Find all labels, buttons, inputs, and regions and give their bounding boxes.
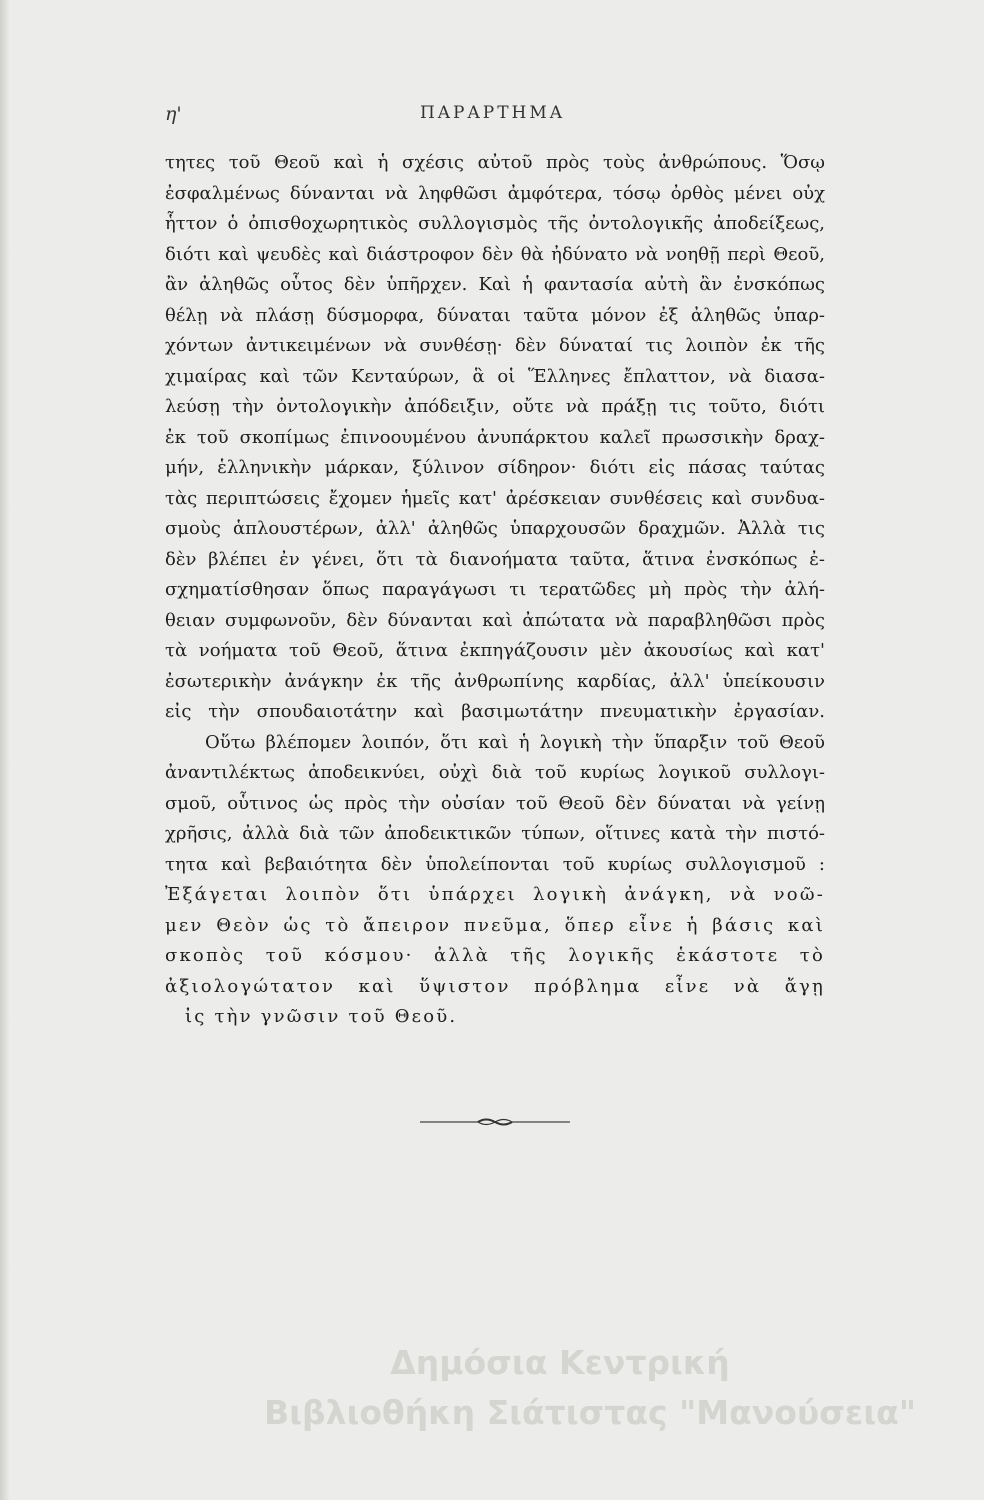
text-line: ἂν ἀληθῶς οὗτος δὲν ὑπῆρχεν. Καὶ ἡ φαντασία αὐτὴ ἂν ἐνσκόπως (165, 274, 825, 295)
text-line: εἰς τὴν σπουδαιοτάτην καὶ βασιμωτάτην πνευματικὴν ἐργασίαν. (165, 701, 825, 722)
text-line: Οὕτω βλέπομεν λοιπόν, ὅτι καὶ ἡ λογικὴ τὴν ὕπαρξιν τοῦ Θεοῦ (205, 731, 825, 753)
text-line: ἐσωτερικὴν ἀνάγκην ἐκ τῆς ἀνθρωπίνης καρδίας, ἀλλ' ὑπείκουσιν (165, 670, 825, 692)
binding-shadow (0, 0, 10, 1500)
text-line: θέλῃ νὰ πλάσῃ δύσμορφα, δύναται ταῦτα μόνον ἐξ ἀληθῶς ὑπαρ- (165, 304, 825, 326)
library-watermark-line1: Δημόσια Κεντρική (390, 1343, 730, 1382)
text-line: χιμαίρας καὶ τῶν Κενταύρων, ἃ οἱ Ἕλληνες ἔπλαττον, νὰ διασα- (165, 365, 825, 387)
text-line: Ἐξάγεται λοιπὸν ὅτι ὑπάρχει λογικὴ ἀνάγκη, νὰ νοῶ- (165, 884, 825, 905)
text-line: ἀναντιλέκτως ἀποδεικνύει, οὐχὶ διὰ τοῦ κυρίως λογικοῦ συλλογι- (165, 762, 825, 783)
text-line: ἐκ τοῦ σκοπίμως ἐπινοουμένου ἀνυπάρκτου καλεῖ πρωσσικὴν δραχ- (165, 426, 825, 448)
text-line: τητα καὶ βεβαιότητα δὲν ὑπολείπονται τοῦ κυρίως συλλογισμοῦ : (165, 853, 825, 875)
text-line: μεν Θεὸν ὡς τὸ ἄπειρον πνεῦμα, ὅπερ εἶνε ἡ βάσις καὶ (165, 914, 825, 936)
body-text (165, 148, 825, 1033)
text-line: σκοπὸς τοῦ κόσμου· ἀλλὰ τῆς λογικῆς ἑκάστοτε τὸ (165, 945, 825, 966)
text-line: ἀξιολογώτατον καὶ ὕψιστον πρόβλημα εἶνε νὰ ἄγῃ (165, 975, 825, 997)
page-header (165, 103, 820, 133)
text-line: διότι καὶ ψευδὲς καὶ διάστροφον δὲν θὰ ἠδύνατο νὰ νοηθῇ περὶ Θεοῦ, (165, 243, 825, 265)
text-line: μήν, ἑλληνικὴν μάρκαν, ξύλινον σίδηρον· διότι εἰς πάσας ταύτας (165, 457, 825, 478)
running-title: ΠΑΡΑΡΤΗΜΑ (419, 103, 566, 123)
text-line: δὲν βλέπει ἐν γένει, ὅτι τὰ διανοήματα ταῦτα, ἅτινα ἐνσκόπως ἐ- (165, 548, 825, 570)
text-line: σμοῦ, οὗτινος ὡς πρὸς τὴν οὐσίαν τοῦ Θεοῦ δὲν δύναται νὰ γείνῃ (165, 792, 825, 814)
text-line: θειαν συμφωνοῦν, δὲν δύνανται καὶ ἀπώτατα νὰ παραβληθῶσι πρὸς (165, 609, 825, 631)
text-line: χόντων ἀντικειμένων νὰ συνθέσῃ· δὲν δύναταί τις λοιπὸν ἐκ τῆς (165, 335, 825, 356)
library-watermark-line2: Βιβλιοθήκη Σιάτιστας "Μανούσεια" (263, 1393, 917, 1432)
text-line: λεύσῃ τὴν ὀντολογικὴν ἀπόδειξιν, οὔτε νὰ πράξῃ τις τοῦτο, διότι (165, 396, 825, 417)
text-line: σμοὺς ἁπλουστέρων, ἀλλ' ἀληθῶς ὑπαρχουσῶν δραχμῶν. Ἀλλὰ τις (165, 518, 825, 539)
ornament-divider (420, 1116, 570, 1128)
text-line: τὰ νοήματα τοῦ Θεοῦ, ἅτινα ἐκπηγάζουσιν μὲν ἀκουσίως καὶ κατ' (165, 640, 825, 661)
text-line: ἐσφαλμένως δύνανται νὰ ληφθῶσι ἀμφότερα, τόσῳ ὀρθὸς μένει οὐχ (165, 182, 825, 204)
text-line: ἧττον ὁ ὀπισθοχωρητικὸς συλλογισμὸς τῆς ὀντολογικῆς ἀποδείξεως, (165, 213, 825, 234)
text-line: ἰς τὴν γνῶσιν τοῦ Θεοῦ. (185, 1006, 458, 1027)
text-line: σχηματίσθησαν ὅπως παραγάγωσι τι τερατῶδες μὴ πρὸς τὴν ἀλή- (165, 579, 825, 600)
text-line: χρῆσις, ἀλλὰ διὰ τῶν ἀποδεικτικῶν τύπων, οἵτινες κατὰ τὴν πιστό- (165, 823, 825, 844)
text-line: τητες τοῦ Θεοῦ καὶ ἡ σχέσις αὐτοῦ πρὸς τοὺς ἀνθρώπους. Ὅσῳ (165, 152, 825, 173)
text-line: τὰς περιπτώσεις ἔχομεν ἡμεῖς κατ' ἀρέσκειαν συνθέσεις καὶ συνδυα- (165, 487, 825, 509)
page-number: η' (165, 103, 182, 125)
